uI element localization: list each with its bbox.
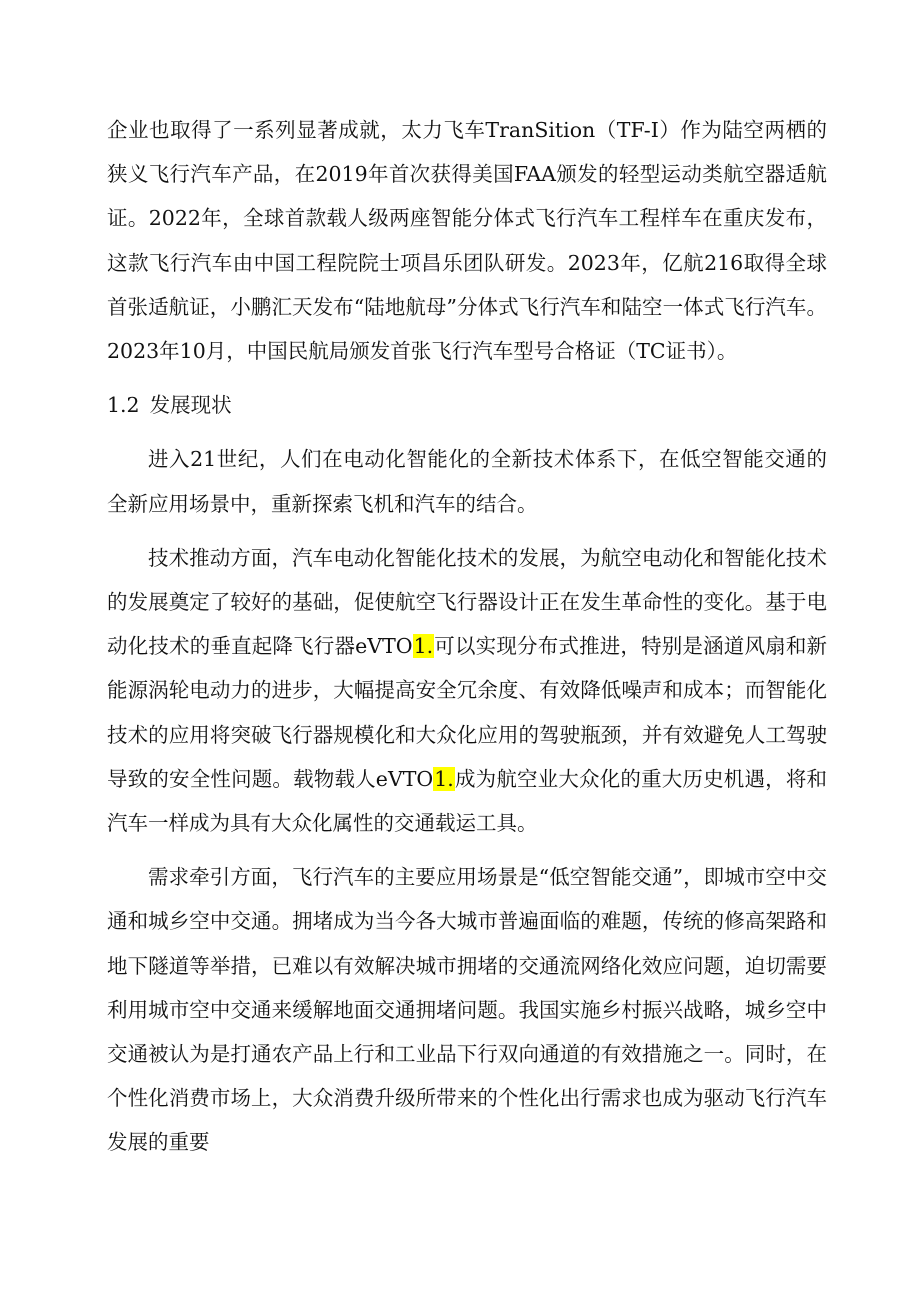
paragraph-text: 技术推动方面，汽车电动化智能化技术的发展，为航空电动化和智能化技术的发展奠定了较好的基础，促使航空飞行器设计正在发生革命性的变化。基于电动化技术的垂直起降飞行器eVTO: [107, 545, 827, 659]
highlighted-text: 1.: [434, 766, 454, 791]
paragraph-text: 可以实现分布式推进，特别是涵道风扇和新能源涡轮电动力的进步，大幅提高安全冗余度、有效降低噪声和成本；而智能化技术的应用将突破飞行器规模化和大众化应用的驾驶瓶颈，并有效避免人工驾驶导致的安全性问题。载物载人eVTO: [107, 634, 828, 791]
section-title: 发展现状: [149, 393, 232, 418]
section-heading: [107, 383, 827, 427]
paragraph-intro: 进入21世纪，人们在电动化智能化的全新技术体系下，在低空智能交通的全新应用场景中，重新探索飞机和汽车的结合。: [107, 447, 827, 516]
document-body: [107, 108, 827, 1175]
paragraph-technology: [107, 536, 827, 845]
paragraph-demand: 需求牵引方面，飞行汽车的主要应用场景是“低空智能交通”，即城市空中交通和城乡空中交通。拥堵成为当今各大城市普遍面临的难题，传统的修高架路和地下隧道等举措，已难以有效解决城市拥堵的交通流网络化效应问题，迫切需要利用城市空中交通来缓解地面交通拥堵问题。我国实施乡村振兴战略，城乡空中交通被认为是打通农产品上行和工业品下行双向通道的有效措施之一。同时，在个性化消费市场上，大众消费升级所带来的个性化出行需求也成为驱动飞行汽车发展的重要: [107, 865, 827, 1155]
highlighted-text: 1.: [413, 634, 434, 659]
paragraph-continuation: 企业也取得了一系列显著成就，太力飞车TranSition（TF-I）作为陆空两栖的狭义飞行汽车产品，在2019年首次获得美国FAA颁发的轻型运动类航空器适航证。2022年，全球首款载人级两座智能分体式飞行汽车工程样车在重庆发布，这款飞行汽车由中国工程院院士项昌乐团队研发。2023年，亿航216取得全球首张适航证，小鹏汇天发布“陆地航母”分体式飞行汽车和陆空一体式飞行汽车。2023年10月，中国民航局颁发首张飞行汽车型号合格证（TC证书）。: [107, 118, 827, 364]
paragraph-text: 成为航空业大众化的重大历史机遇，将和汽车一样成为具有大众化属性的交通载运工具。: [107, 766, 827, 836]
section-number: 1.2: [107, 393, 140, 418]
